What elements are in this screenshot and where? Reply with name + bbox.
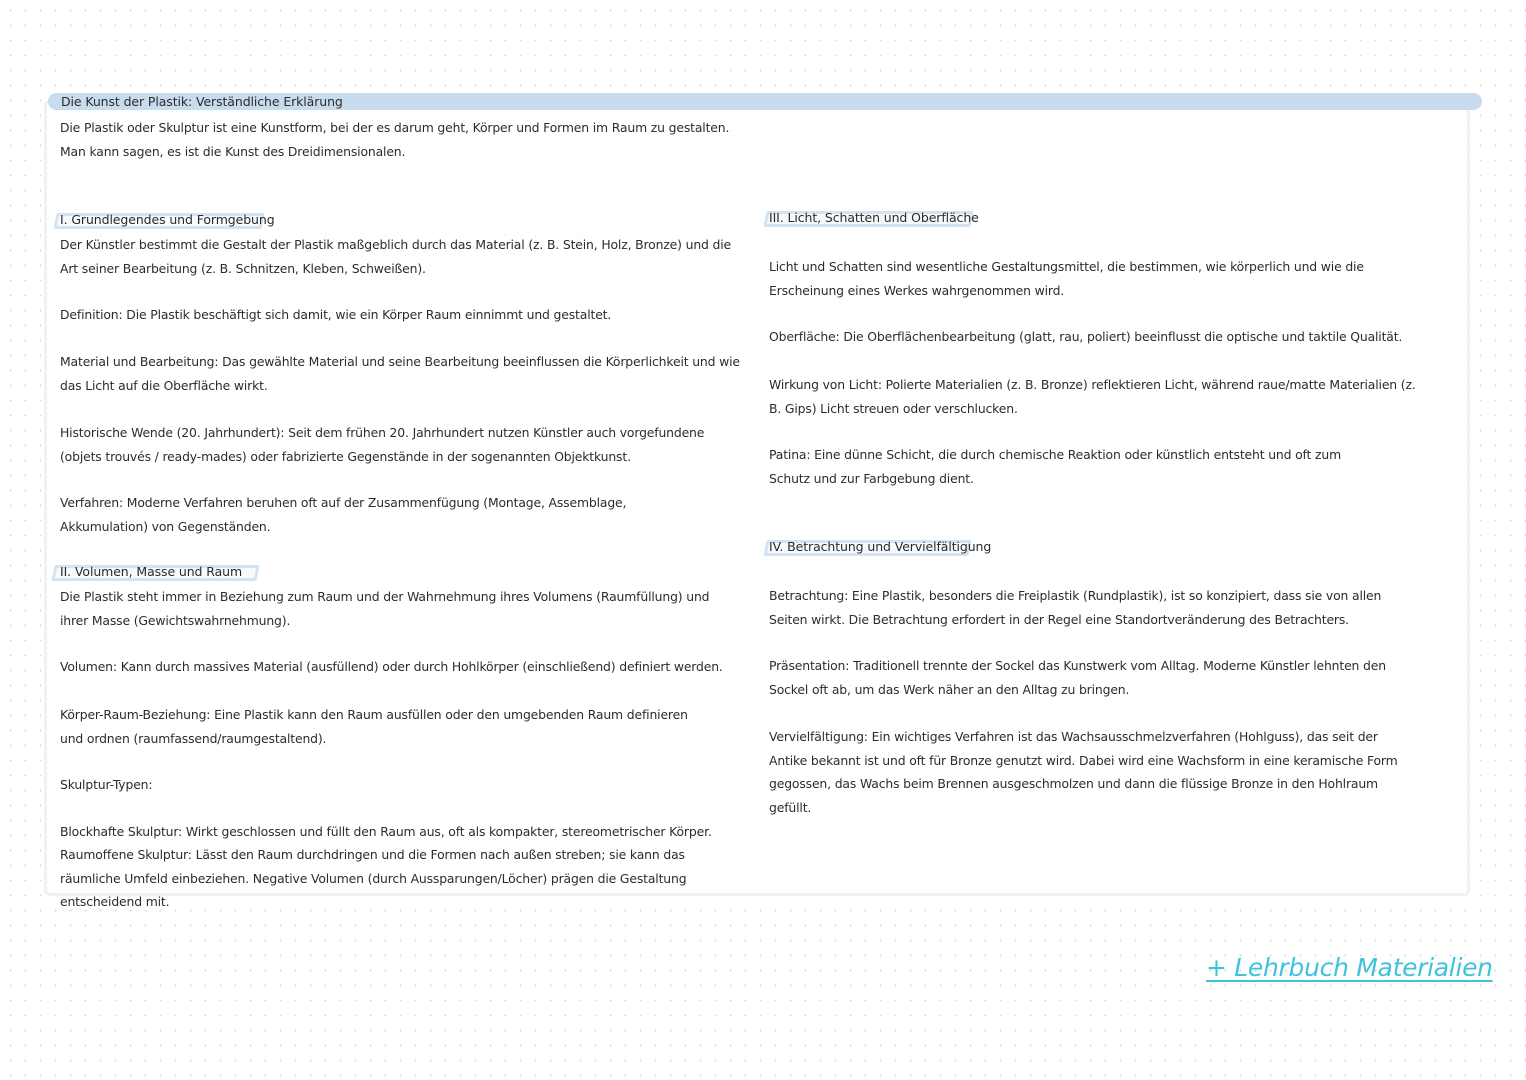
intro-paragraph: Die Plastik oder Skulptur ist eine Kunstform, bei der es darum geht, Körper und Formen im Raum zu gestalten. Man kann sagen, es ist die Kunst des Dreidimensionalen. <box>60 120 730 159</box>
section-2-paragraph: Volumen: Kann durch massives Material (ausfüllend) oder durch Hohlkörper (einschließend) definiert werden. <box>60 659 723 674</box>
section-1-heading-text: I. Grundlegendes und Formgebung <box>60 212 275 227</box>
section-1-paragraph: Material und Bearbeitung: Das gewählte Material und seine Bearbeitung beeinflussen die Körperlichkeit und wie das Licht auf die Oberfläche wirkt. <box>60 354 740 393</box>
section-2-paragraph: Skulptur-Typen: <box>60 777 153 792</box>
section-2-heading <box>53 563 258 581</box>
section-2-paragraph: Die Plastik steht immer in Beziehung zum Raum und der Wahrnehmung ihres Volumens (Raumfüllung) und ihrer Masse (Gewichtswahrnehmung). <box>60 589 710 628</box>
section-1-paragraph: Verfahren: Moderne Verfahren beruhen oft auf der Zusammenfügung (Montage, Assemblage, Akkumulation) von Gegenständen. <box>60 495 627 534</box>
section-1-paragraph: Historische Wende (20. Jahrhundert): Seit dem frühen 20. Jahrhundert nutzen Künstler auch vorgefundene (objets trouvés / ready-mades) oder fabrizierte Gegenstände in der sogenannten Objektkunst. <box>60 425 705 464</box>
section-1-paragraph: Der Künstler bestimmt die Gestalt der Plastik maßgeblich durch das Material (z. B. Stein, Holz, Bronze) und die Art seiner Bearbeitung (z. B. Schnitzen, Kleben, Schweißen). <box>60 237 732 276</box>
section-1-heading <box>55 211 275 229</box>
section-3-heading-text: III. Licht, Schatten und Oberfläche <box>769 210 979 225</box>
section-4-paragraph: Vervielfältigung: Ein wichtiges Verfahren ist das Wachsausschmelzverfahren (Hohlguss), das seit der Antike bekannt ist und oft für Bronze genutzt wird. Dabei wird eine Wachsform in eine keramische Form gegossen, das Wachs beim Brennen ausgeschmolzen und dann die flüssige Bronze in den Hohlraum gefüllt. <box>769 729 1398 815</box>
section-3-paragraph: Licht und Schatten sind wesentliche Gestaltungsmittel, die bestimmen, wie körperlich und wie die Erscheinung eines Werkes wahrgenommen wird. <box>769 259 1364 298</box>
section-2-paragraph: Raumoffene Skulptur: Lässt den Raum durchdringen und die Formen nach außen streben; sie kann das räumliche Umfeld einbeziehen. Negative Volumen (durch Aussparungen/Löcher) prägen die Gestaltung entscheidend mit. <box>60 847 687 909</box>
section-3-paragraph: Wirkung von Licht: Polierte Materialien (z. B. Bronze) reflektieren Licht, während raue/matte Materialien (z. B. Gips) Licht streuen oder verschlucken. <box>769 377 1416 416</box>
section-3-paragraph: Patina: Eine dünne Schicht, die durch chemische Reaktion oder künstlich entsteht und oft zum Schutz und zur Farbgebung dient. <box>769 447 1342 486</box>
section-4-paragraph: Betrachtung: Eine Plastik, besonders die Freiplastik (Rundplastik), ist so konzipiert, dass sie von allen Seiten wirkt. Die Betrachtung erfordert in der Regel eine Standortveränderung des Betrachters. <box>769 588 1382 627</box>
section-4-paragraph: Präsentation: Traditionell trennte der Sockel das Kunstwerk vom Alltag. Moderne Künstler lehnten den Sockel oft ab, um das Werk näher an den Alltag zu bringen. <box>769 658 1386 697</box>
document-title: Die Kunst der Plastik: Verständliche Erklärung <box>61 94 343 109</box>
section-4-heading-text: IV. Betrachtung und Vervielfältigung <box>769 539 992 554</box>
section-4-heading <box>765 538 992 556</box>
section-2-heading-text: II. Volumen, Masse und Raum <box>60 564 243 579</box>
section-3-heading <box>765 209 979 227</box>
section-2-paragraph: Blockhafte Skulptur: Wirkt geschlossen und füllt den Raum aus, oft als kompakter, stereometrischer Körper. <box>60 824 712 839</box>
section-2-paragraph: Körper-Raum-Beziehung: Eine Plastik kann den Raum ausfüllen oder den umgebenden Raum definieren und ordnen (raumfassend/raumgestaltend). <box>60 707 688 746</box>
section-1-paragraph: Definition: Die Plastik beschäftigt sich damit, wie ein Körper Raum einnimmt und gestaltet. <box>60 307 612 322</box>
textbook-materials-link[interactable]: + Lehrbuch Materialien <box>1206 953 1493 982</box>
section-3-paragraph: Oberfläche: Die Oberflächenbearbeitung (glatt, rau, poliert) beeinflusst die optische und taktile Qualität. <box>769 329 1403 344</box>
